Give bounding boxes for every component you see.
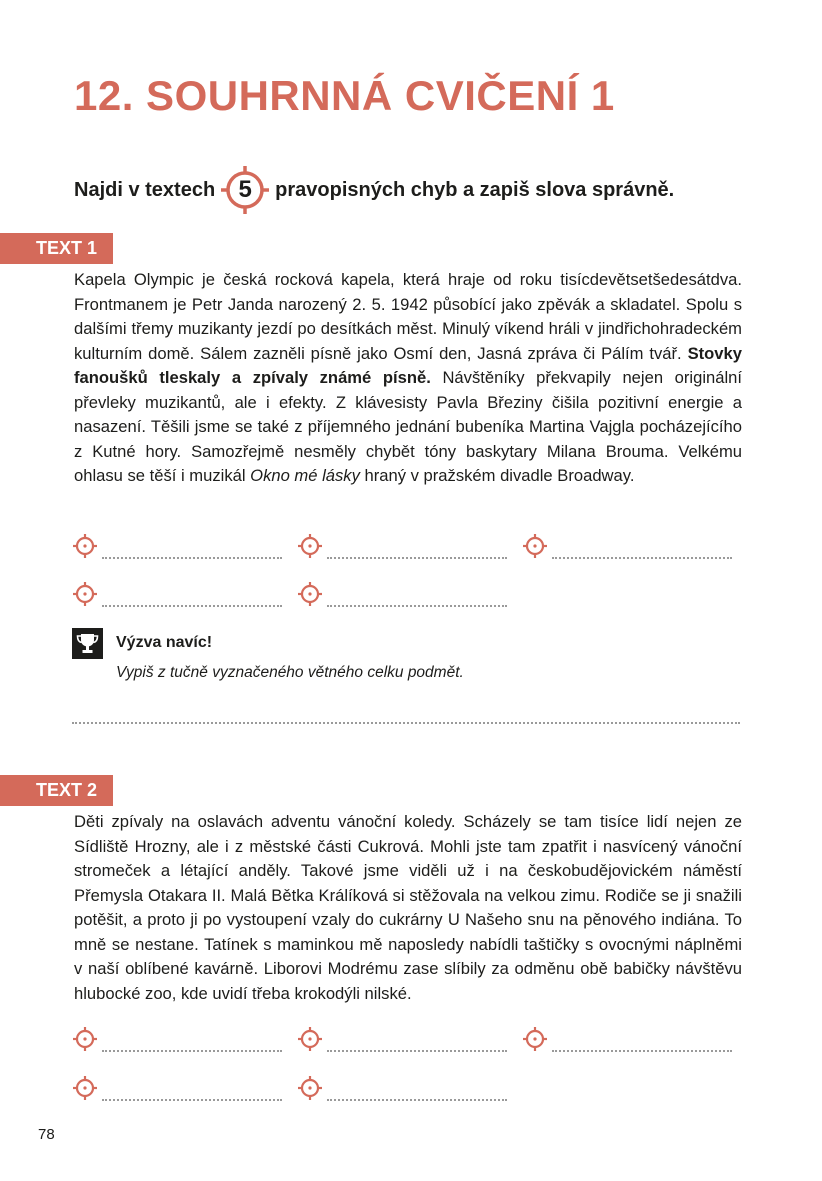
challenge-answer-line[interactable] bbox=[72, 722, 740, 724]
crosshair-icon bbox=[72, 1075, 98, 1101]
crosshair-icon bbox=[72, 533, 98, 559]
text1-bold-sentence: Stovky fanoušků tleskaly a zpívaly známé písně. bbox=[74, 343, 742, 387]
answer-dotted-line[interactable] bbox=[552, 547, 732, 559]
answer-dotted-line[interactable] bbox=[327, 547, 507, 559]
text1-label: TEXT 1 bbox=[0, 233, 113, 264]
task-instruction bbox=[74, 164, 674, 216]
answer-line[interactable] bbox=[522, 1026, 732, 1052]
answer-dotted-line[interactable] bbox=[102, 547, 282, 559]
answer-line[interactable] bbox=[297, 533, 507, 559]
page-number: 78 bbox=[38, 1126, 55, 1143]
answer-line[interactable] bbox=[297, 1075, 507, 1101]
crosshair-icon bbox=[297, 1026, 323, 1052]
crosshair-icon bbox=[522, 533, 548, 559]
answer-dotted-line[interactable] bbox=[102, 1040, 282, 1052]
answer-line[interactable] bbox=[72, 581, 282, 607]
crosshair-icon bbox=[297, 533, 323, 559]
answer-dotted-line[interactable] bbox=[102, 595, 282, 607]
error-count: 5 bbox=[238, 176, 252, 203]
crosshair-icon bbox=[297, 1075, 323, 1101]
text1-part3: hraný v pražském divadle Broadway. bbox=[359, 466, 635, 485]
answer-dotted-line[interactable] bbox=[327, 595, 507, 607]
answer-line[interactable] bbox=[72, 533, 282, 559]
crosshair-icon bbox=[72, 581, 98, 607]
text1-italic-title: Okno mé lásky bbox=[250, 466, 360, 485]
crosshair-icon bbox=[522, 1026, 548, 1052]
text2-label: TEXT 2 bbox=[0, 775, 113, 806]
answer-line[interactable] bbox=[297, 581, 507, 607]
crosshair-icon bbox=[297, 581, 323, 607]
answer-dotted-line[interactable] bbox=[327, 1089, 507, 1101]
crosshair-count-badge bbox=[219, 164, 271, 216]
answer-line[interactable] bbox=[72, 1026, 282, 1052]
answer-dotted-line[interactable] bbox=[552, 1040, 732, 1052]
text1-part2: Návštěníky překvapily nejen originální převleky muzikantů, ale i efekty. Z klávesisty Pavla Březiny čišila pozitivní energie a nasazení. Těšili jsme se také z příjemného jednání bubeníka Martina Vajgla pocházejícího z Kutné hory. Samozřejmě nesměly chybět tóny baskytary Milana Brouma. Velkému ohlasu se těší i muzikál bbox=[74, 368, 742, 485]
text1-paragraph bbox=[74, 268, 742, 489]
text2-paragraph: Děti zpívaly na oslavách adventu vánoční koledy. Scházely se tam tisíce lidí nejen ze Sídliště Hrozny, ale i z městské části Cukrová. Mohli jste tam zpatřit i nasvícený vánoční stromeček a létající anděly. Takové jsme viděli už i na českobudějovickém náměstí Přemysla Otakara II. Malá Bětka Králíková si stěžovala na velkou zimu. Rodiče se ji snažili potěšit, a proto ji po vystoupení vzaly do cukrárny U Našeho snu na pěnového indiána. To mně se nestane. Tatínek s maminkou mě naposledy nabídli taštičky s ovocnými náplněmi v naší oblíbené kavárně. Liborovi Modrému zase slíbily za odměnu obě babičky návštěvu hlubocké zoo, kde uvidí třeba krokodýli nilské. bbox=[74, 812, 742, 1003]
answer-line[interactable] bbox=[72, 1075, 282, 1101]
crosshair-icon bbox=[72, 1026, 98, 1052]
challenge-text: Vypiš z tučně vyznačeného větného celku podmět. bbox=[116, 664, 464, 681]
task-text-after: pravopisných chyb a zapiš slova správně. bbox=[275, 178, 675, 201]
text1-part1: Kapela Olympic je česká rocková kapela, která hraje od roku tisícdevětsetšedesátdva. Frontmanem je Petr Janda narozený 2. 5. 1942 působící jako zpěvák a skladatel. Spolu s dalšími třemy muzikanty jezdí po desítkách měst. Minulý víkend hráli v jindřichohradeckém kulturním domě. Sálem zazněli písně jako Osmí den, Jasná zpráva či Pálím tvář. bbox=[74, 270, 742, 363]
answer-dotted-line[interactable] bbox=[327, 1040, 507, 1052]
challenge-title: Výzva navíc! bbox=[116, 634, 213, 651]
trophy-icon bbox=[72, 628, 103, 659]
answer-line[interactable] bbox=[297, 1026, 507, 1052]
task-text-before: Najdi v textech bbox=[74, 178, 216, 201]
page-title: 12. SOUHRNNÁ CVIČENÍ 1 bbox=[74, 72, 615, 119]
answer-line[interactable] bbox=[522, 533, 732, 559]
answer-dotted-line[interactable] bbox=[102, 1089, 282, 1101]
